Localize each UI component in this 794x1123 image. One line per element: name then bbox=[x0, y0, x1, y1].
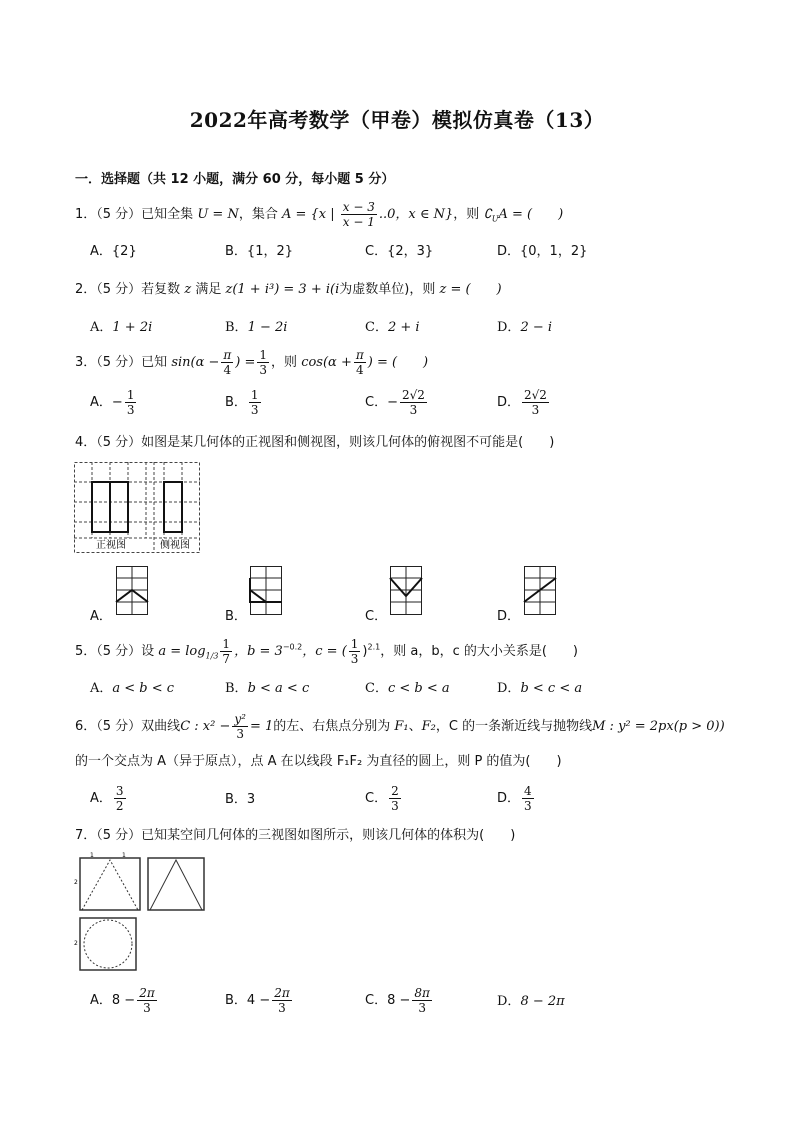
front-view-label: 正视图 bbox=[96, 540, 126, 551]
q4-option-a[interactable]: A． bbox=[90, 609, 112, 624]
dim-label-2b: 2 bbox=[74, 940, 78, 947]
question-3: 3．（5 分）已知 sin(α − $\frac{\pi}{4}$ ) = $\frac{1}{3}$ ，则 cos(α + $\frac{\pi}{4}$ ) = ( ) bbox=[75, 348, 429, 377]
question-2: 2．（5 分）若复数 z 满足 z(1 + i³) = 3 + i(i为虚数单位)，则 z = ( ) bbox=[75, 282, 502, 297]
question-5: 5．（5 分）设 $a = \log_{1/3}$ $\frac{1}{7}$ ，$b = 3^{-0.2}$，c = ( $\frac{1}{3}$ )$^{2.1}$，则 a，b，c 的大小关系是( ) bbox=[75, 637, 579, 666]
question-4: 4．（5 分）如图是某几何体的正视图和侧视图，则该几何体的俯视图不可能是( ) bbox=[75, 435, 555, 450]
q4-front-side-view-figure bbox=[74, 462, 200, 554]
q4-option-a-figure[interactable] bbox=[116, 566, 148, 616]
side-view-label: 侧视图 bbox=[160, 540, 190, 551]
q7-option-d[interactable]: D．8 − 2π bbox=[497, 994, 565, 1009]
q6-option-b[interactable]: B．3 bbox=[225, 792, 256, 807]
question-6: 6．（5 分）双曲线C : x² − $\frac{\text{y²}}{3}$ = 1的左、右焦点分别为 F₁、F₂，C 的一条渐近线与抛物线M : y² = 2px(p > 0)) bbox=[75, 712, 725, 741]
q1-option-b[interactable]: B．{1，2} bbox=[225, 244, 294, 259]
q2-option-c[interactable]: C．2 + i bbox=[365, 320, 420, 335]
dim-label-2a: 2 bbox=[74, 879, 78, 886]
q4-option-b[interactable]: B． bbox=[225, 609, 247, 624]
q5-option-d[interactable]: D．b < c < a bbox=[497, 681, 583, 696]
q7-option-b[interactable]: B．4 − $\frac{2\pi}{3}$ bbox=[225, 986, 290, 1015]
q2-option-a[interactable]: A．1 + 2i bbox=[90, 320, 153, 335]
q4-option-c[interactable]: C． bbox=[365, 609, 388, 624]
q3-option-d[interactable]: D． $\frac{2√2}{3}$ bbox=[497, 388, 547, 417]
question-7: 7．（5 分）已知某空间几何体的三视图如图所示，则该几何体的体积为( ) bbox=[75, 828, 516, 843]
section-heading: 一．选择题（共 12 小题，满分 60 分，每小题 5 分） bbox=[75, 172, 395, 187]
q7-option-a[interactable]: A．8 − $\frac{2\pi}{3}$ bbox=[90, 986, 155, 1015]
page-title: 2022年高考数学（甲卷）模拟仿真卷（13） bbox=[189, 108, 605, 132]
q3-option-a[interactable]: A．− $\frac{1}{3}$ bbox=[90, 388, 135, 417]
question-6-line-2: 的一个交点为 A（异于原点），点 A 在以线段 F₁F₂ 为直径的圆上，则 P 的值为( ) bbox=[75, 754, 562, 769]
q1-option-c[interactable]: C．{2，3} bbox=[365, 244, 434, 259]
q6-option-c[interactable]: C． $\frac{2}{3}$ bbox=[365, 784, 399, 813]
q4-option-d[interactable]: D． bbox=[497, 609, 521, 624]
q2-option-d[interactable]: D．2 − i bbox=[497, 320, 553, 335]
q6-option-a[interactable]: A． $\frac{3}{2}$ bbox=[90, 784, 124, 813]
q5-option-a[interactable]: A．a < b < c bbox=[90, 681, 175, 696]
question-1: 1．（5 分）已知全集 U = N，集合 A = {x | $\frac{x - 3}{x - 1}$ ..0，x ∈ N}，则 $∁_UA$ = ( ) bbox=[75, 200, 564, 229]
q3-option-b[interactable]: B． $\frac{1}{3}$ bbox=[225, 388, 259, 417]
q4-option-c-figure[interactable] bbox=[390, 566, 422, 616]
q1-fraction: $\frac{x - 3}{x - 1}$ bbox=[342, 200, 375, 229]
q4-option-d-figure[interactable] bbox=[524, 566, 556, 616]
q5-option-c[interactable]: C．c < b < a bbox=[365, 681, 450, 696]
q6-option-d[interactable]: D． $\frac{4}{3}$ bbox=[497, 784, 532, 813]
q4-option-b-figure[interactable] bbox=[250, 566, 282, 616]
q7-three-view-figure bbox=[72, 850, 212, 975]
q1-option-d[interactable]: D．{0，1，2} bbox=[497, 244, 588, 259]
q5-option-b[interactable]: B．b < a < c bbox=[225, 681, 310, 696]
q7-option-c[interactable]: C．8 − $\frac{8\pi}{3}$ bbox=[365, 986, 430, 1015]
dim-label-1b: 1 bbox=[122, 852, 126, 859]
dim-label-1a: 1 bbox=[90, 852, 94, 859]
q1-option-a[interactable]: A．{2} bbox=[90, 244, 137, 259]
q3-option-c[interactable]: C．− $\frac{2√2}{3}$ bbox=[365, 388, 425, 417]
q2-option-b[interactable]: B．1 − 2i bbox=[225, 320, 288, 335]
